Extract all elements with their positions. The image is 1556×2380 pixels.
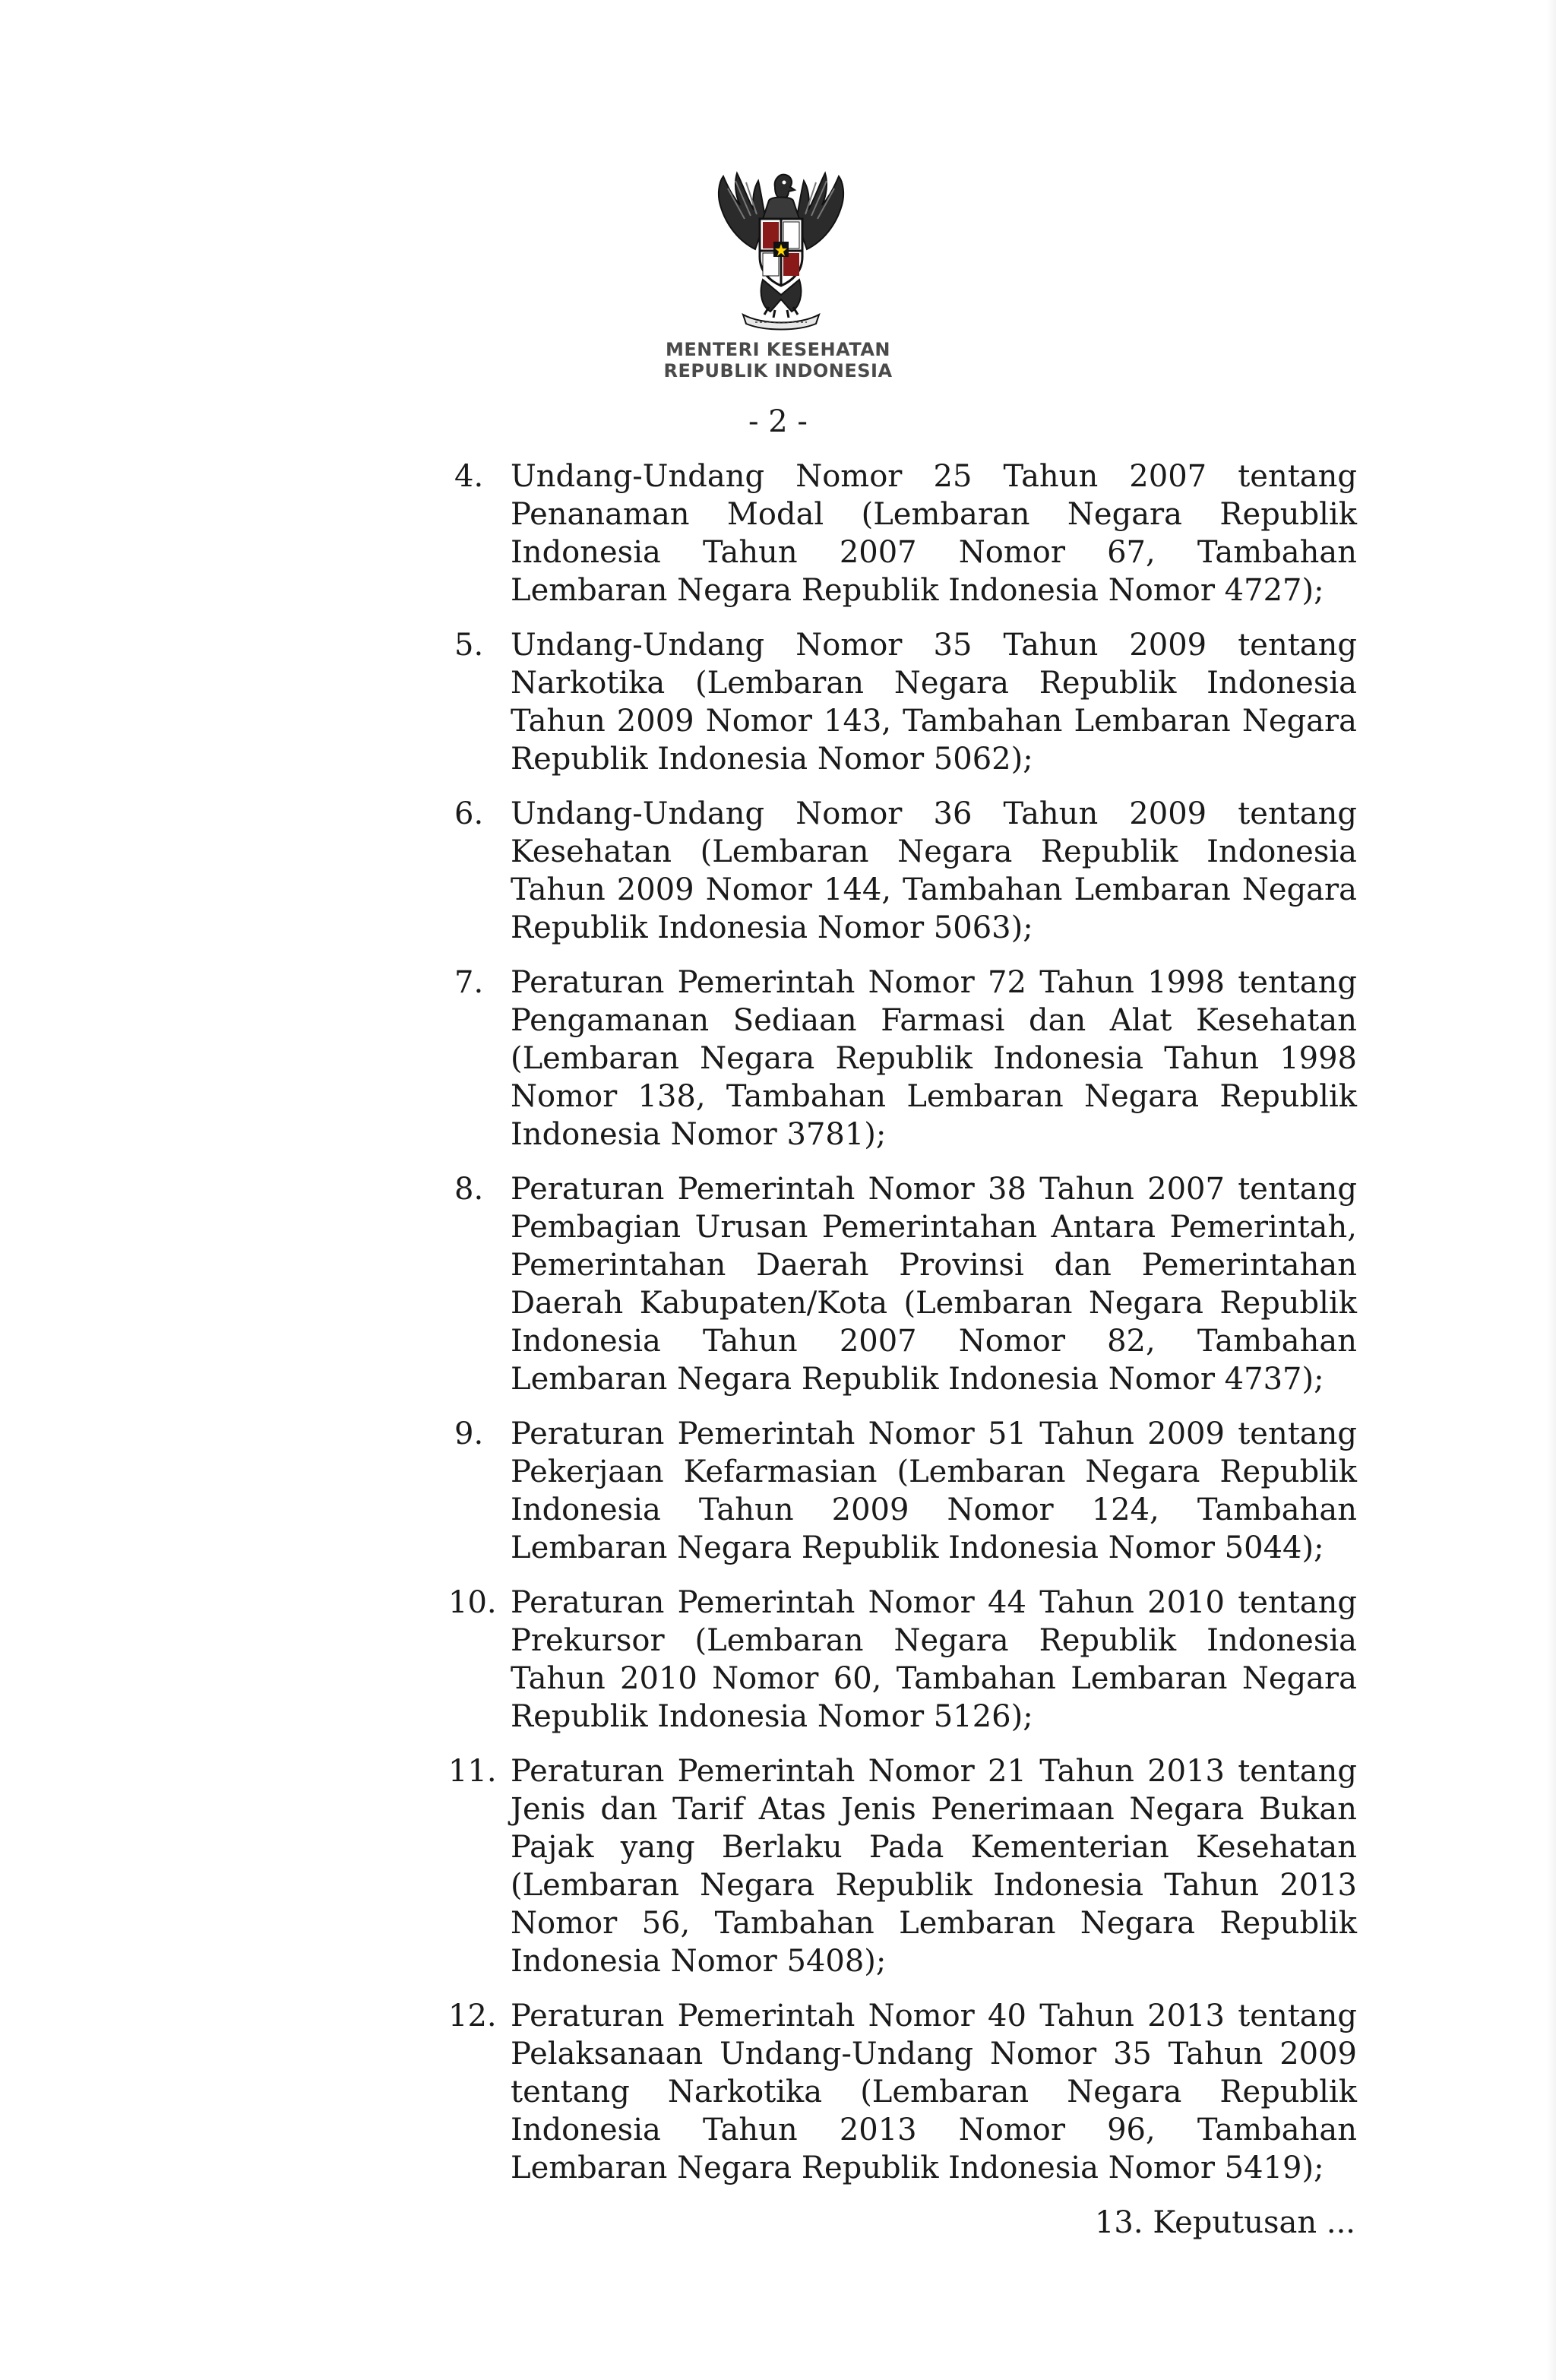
list-item (448, 1997, 1357, 2187)
list-item (448, 457, 1357, 609)
item-text: Undang-Undang Nomor 36 Tahun 2009 tentang Kesehatan (Lembaran Negara Republik Indonesia Tahun 2009 Nomor 144, Tambahan Lembaran Negara Republik Indonesia Nomor 5063); (511, 796, 1357, 945)
list-item (448, 1170, 1357, 1398)
list-item (448, 964, 1357, 1154)
item-text: Undang-Undang Nomor 25 Tahun 2007 tentang Penanaman Modal (Lembaran Negara Republik Indonesia Tahun 2007 Nomor 67, Tambahan Lembaran Negara Republik Indonesia Nomor 4727); (511, 459, 1357, 608)
item-text: Undang-Undang Nomor 35 Tahun 2009 tentang Narkotika (Lembaran Negara Republik Indonesia Tahun 2009 Nomor 143, Tambahan Lembaran Negara Republik Indonesia Nomor 5062); (511, 628, 1357, 777)
page-number: - 2 - (748, 404, 808, 439)
item-number: 8. (454, 1172, 484, 1207)
item-number: 10. (448, 1585, 497, 1620)
list-item (448, 1415, 1357, 1567)
item-text: Peraturan Pemerintah Nomor 44 Tahun 2010 tentang Prekursor (Lembaran Negara Republik Indonesia Tahun 2010 Nomor 60, Tambahan Lembaran Negara Republik Indonesia Nomor 5126); (511, 1585, 1357, 1734)
item-text: Peraturan Pemerintah Nomor 40 Tahun 2013 tentang Pelaksanaan Undang-Undang Nomor 35 Tahun 2009 tentang Narkotika (Lembaran Negara Republik Indonesia Tahun 2013 Nomor 96, Tambahan Lembaran Negara Republik Indonesia Nomor 5419); (511, 1999, 1357, 2185)
list-item (448, 1752, 1357, 1980)
item-number: 5. (454, 628, 484, 663)
item-number: 6. (454, 796, 484, 831)
item-text: Peraturan Pemerintah Nomor 51 Tahun 2009 tentang Pekerjaan Kefarmasian (Lembaran Negara Republik Indonesia Tahun 2009 Nomor 124, Tambahan Lembaran Negara Republik Indonesia Nomor 5044); (511, 1416, 1357, 1565)
item-text: Peraturan Pemerintah Nomor 21 Tahun 2013 tentang Jenis dan Tarif Atas Jenis Penerimaan Negara Bukan Pajak yang Berlaku Pada Kementerian Kesehatan (Lembaran Negara Republik Indonesia Tahun 2013 Nomor 56, Tambahan Lembaran Negara Republik Indonesia Nomor 5408); (511, 1754, 1357, 1979)
item-text: Peraturan Pemerintah Nomor 72 Tahun 1998 tentang Pengamanan Sediaan Farmasi dan Alat Kesehatan (Lembaran Negara Republik Indonesia Tahun 1998 Nomor 138, Tambahan Lembaran Negara Republik Indonesia Nomor 3781); (511, 965, 1357, 1152)
list-item (448, 1584, 1357, 1736)
legal-basis-list (448, 457, 1357, 2204)
continuation-marker: 13. Keputusan ... (1094, 2205, 1355, 2240)
item-number: 12. (448, 1999, 497, 2033)
item-number: 11. (448, 1754, 497, 1789)
garuda-pancasila-emblem-icon (710, 166, 852, 331)
item-number: 4. (454, 459, 484, 494)
ministry-name-line2: REPUBLIK INDONESIA (663, 360, 893, 381)
ministry-name-line1: MENTERI KESEHATAN (665, 339, 891, 360)
scan-edge-shadow (1547, 0, 1556, 2380)
list-item (448, 626, 1357, 778)
item-number: 9. (454, 1416, 484, 1451)
list-item (448, 795, 1357, 947)
item-text: Peraturan Pemerintah Nomor 38 Tahun 2007 tentang Pembagian Urusan Pemerintahan Antara Pemerintah, Pemerintahan Daerah Provinsi dan Pemerintahan Daerah Kabupaten/Kota (Lembaran Negara Republik Indonesia Tahun 2007 Nomor 82, Tambahan Lembaran Negara Republik Indonesia Nomor 4737); (511, 1172, 1357, 1397)
item-number: 7. (454, 965, 484, 1000)
